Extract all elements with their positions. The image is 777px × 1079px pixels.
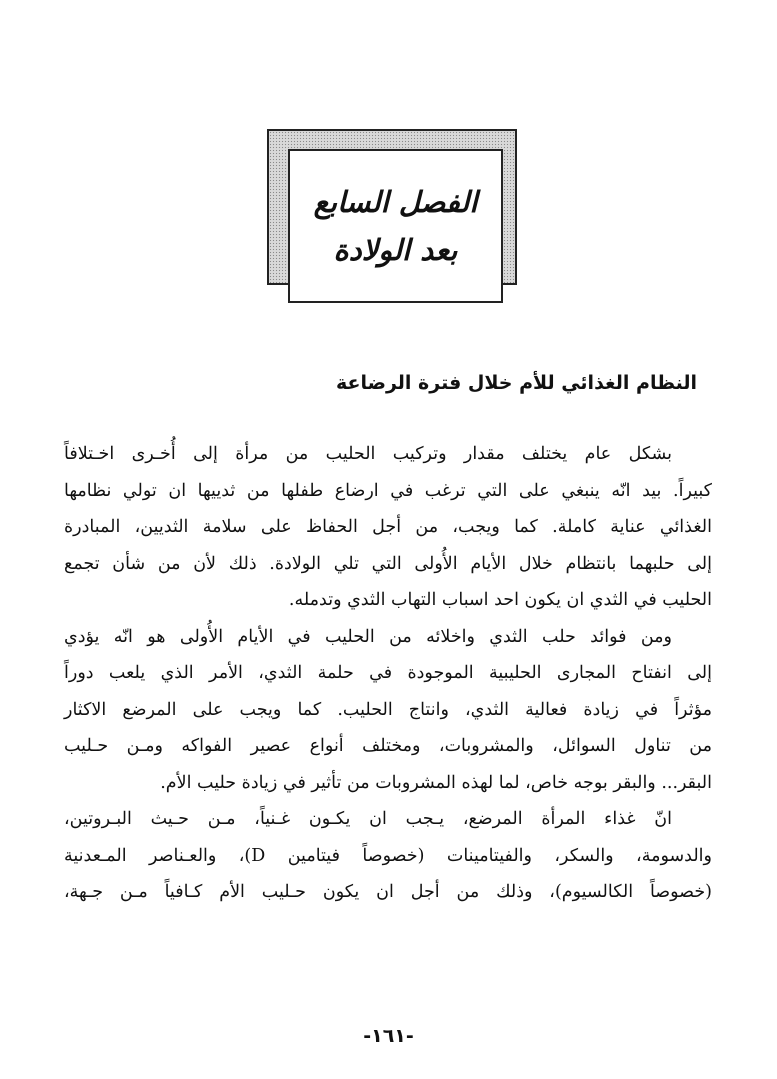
- text-line: مؤثراً في زيادة فعالية الثدي، وانتاج الحليب. كما ويجب على المرضع الاكثار: [64, 699, 712, 720]
- text-line: إلى انفتاح المجارى الحليبية الموجودة في حلمة الثدي، الأمر الذي يلعب دوراً: [64, 663, 712, 683]
- chapter-title-box: [288, 149, 503, 303]
- text-line: إلى حلبهما بانتظام خلال الأيام الأُولى التي تلي الولادة. ذلك لأن من شأن تجمع: [64, 553, 712, 574]
- text-line: (خصوصاً الكالسيوم)، وذلك من أجل ان يكون حـليب الأم كـافياً مـن جـهة،: [64, 882, 712, 902]
- chapter-title: بعد الولادة: [333, 233, 458, 267]
- body-text: [64, 436, 712, 911]
- text-line: ومن فوائد حلب الثدي واخلائه من الحليب في الأيام الأُولى هو انّه يؤدي: [64, 626, 672, 647]
- text-line: بشكل عام يختلف مقدار وتركيب الحليب من مرأة إلى أُخـرى اخـتلافاً: [64, 444, 672, 464]
- section-heading: النظام الغذائي للأم خلال فترة الرضاعة: [335, 372, 697, 394]
- text-line: البقر... والبقر بوجه خاص، لما لهذه المشروبات من تأثير في زيادة حليب الأم.: [160, 772, 712, 793]
- text-line: انّ غذاء المرأة المرضع، يـجب ان يكـون غـنياً، مـن حـيث البـروتين،: [64, 809, 672, 829]
- page-number: -١٦١-: [363, 1025, 414, 1047]
- text-line: من تناول السوائل، والمشروبات، ومختلف أنواع عصير الفواكه ومـن حـليب: [64, 736, 712, 756]
- text-line: كبيراً. بيد انّه ينبغي على التي ترغب في ارضاع طفلها من ثدييها ان تولي نظامها: [64, 480, 712, 501]
- text-line: والدسومة، والسكر، والفيتامينات (خصوصاً فيتامين D)، والعـناصر المـعدنية: [64, 845, 712, 866]
- chapter-number: الفصل السابع: [313, 185, 478, 219]
- text-line: الغذائي عناية كاملة. كما ويجب، من أجل الحفاظ على سلامة الثديين، المبادرة: [64, 517, 712, 537]
- text-line: الحليب في الثدي ان يكون احد اسباب التهاب الثدي وتدمله.: [288, 590, 712, 610]
